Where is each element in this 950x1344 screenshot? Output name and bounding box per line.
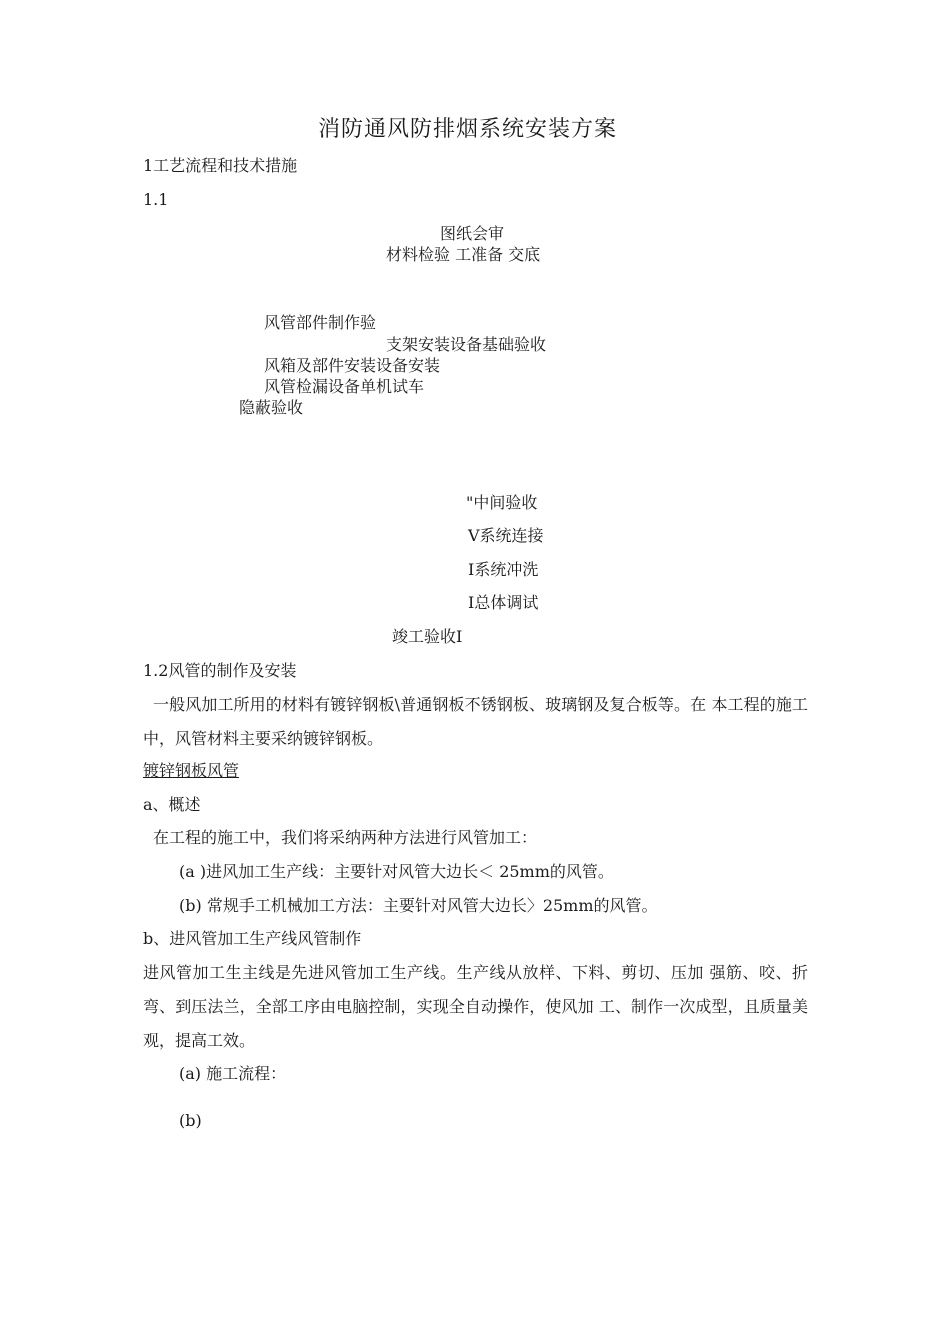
flow-step-overall-commissioning: I总体调试 — [468, 593, 539, 612]
paragraph-production-line: 进风管加工生主线是先进风管加工生产线。生产线从放样、下料、剪切、压加 强筋、咬、折弯、到压法兰，全部工序由电脑控制，实现全自动操作，使风加 工、制作一次成型，且质量美观，提高工效。 — [143, 963, 808, 1050]
flow-step-duct-fabrication: 风管部件制作验 — [264, 313, 377, 332]
heading-b-production-line: b、进风管加工生产线风管制作 — [143, 929, 362, 948]
item-a-construction-process: (a) 施工流程： — [179, 1064, 287, 1083]
section-1-heading: 1工艺流程和技术措施 — [143, 156, 298, 175]
overview-item-b: (b) 常规手工机械加工方法：主要针对风管大边长〉25mm的风管。 — [179, 896, 658, 915]
section-1-2-heading: 1.2风管的制作及安装 — [143, 661, 297, 680]
item-b: (b) — [179, 1111, 202, 1130]
flow-step-leak-test: 风管检漏设备单机试车 — [264, 377, 425, 396]
flow-step-completion-acceptance: 竣工验收I — [392, 627, 463, 646]
paragraph-materials: 一般风加工所用的材料有镀锌钢板\普通钢板不锈钢板、玻璃钢及复合板等。在 本工程的施工中，风管材料主要采纳镀锌钢板。 — [143, 695, 808, 748]
flow-step-support-installation: 支架安装设备基础验收 — [386, 335, 547, 354]
document-title: 消防通风防排烟系统安装方案 — [318, 117, 618, 142]
flow-step-system-flushing: I系统冲洗 — [468, 560, 539, 579]
flow-step-material-inspection: 材料检验 工准备 交底 — [386, 245, 541, 264]
heading-a-overview: a、概述 — [143, 795, 201, 814]
flow-step-intermediate-acceptance: "中间验收 — [466, 493, 538, 512]
subheading-galvanized-duct: 镀锌钢板风管 — [143, 761, 240, 780]
flow-step-concealed-acceptance: 隐蔽验收 — [239, 398, 304, 417]
flow-step-system-connection: V系统连接 — [468, 526, 544, 545]
overview-item-a: (a )进风加工生产线：主要针对风管大边长＜ 25mm的风管。 — [179, 862, 614, 881]
flow-step-air-box-installation: 风箱及部件安装设备安装 — [264, 356, 441, 375]
section-1-1-heading: 1.1 — [143, 190, 169, 209]
overview-text: 在工程的施工中，我们将采纳两种方法进行风管加工： — [153, 828, 538, 847]
flow-step-drawing-review: 图纸会审 — [440, 224, 505, 243]
